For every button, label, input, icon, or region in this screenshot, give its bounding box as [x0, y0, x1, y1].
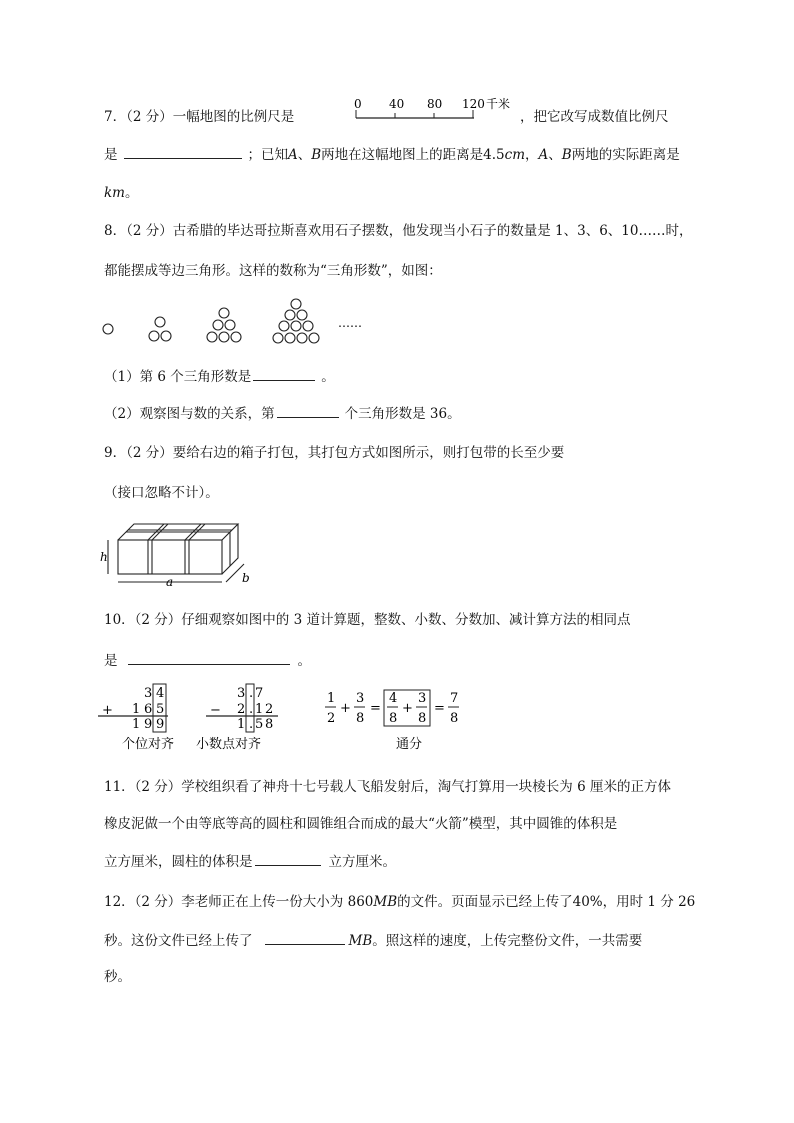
q7-point-a: A [288, 147, 298, 163]
q11-line1 [104, 777, 671, 797]
q7-answer-blank-1[interactable] [124, 144, 242, 159]
q10-line2-post: 。 [297, 653, 311, 669]
q7-line1-suffix [520, 107, 669, 127]
frac-eq-2: = [434, 701, 445, 716]
q7-line2-post: ；已知 [247, 147, 288, 163]
q12-mb: MB [373, 894, 398, 910]
q7-point-a-2: A [538, 147, 549, 163]
frac-plus-1: + [340, 701, 351, 716]
q11-line3 [104, 851, 396, 872]
q7-suffix: ，把它改写成数值比例尺 [520, 109, 669, 125]
q7-point-b-2: B [561, 147, 572, 163]
scale-label-0: 0 [354, 97, 362, 111]
stone [219, 332, 229, 342]
frac-b-num: 3 [356, 691, 365, 706]
q7-line1 [104, 107, 294, 127]
stone [279, 321, 289, 331]
add-r2-hund: 1 [132, 702, 141, 717]
caption-3: 通分 [396, 737, 423, 752]
q9-line1-text: 9．（2 分）要给右边的箱子打包，其打包方式如图所示，则打包带的长至少要 [104, 445, 565, 461]
sub-r3-dot: . [249, 717, 254, 732]
triangle-numbers-figure [98, 296, 378, 348]
add-r2-tens: 6 [144, 702, 153, 717]
add-r1-ones: 4 [156, 686, 165, 701]
sub-r1-dot: . [249, 686, 254, 701]
q7-end: 。 [124, 185, 139, 201]
frac-plus-2: + [402, 701, 413, 716]
stone [149, 331, 159, 341]
stone [225, 320, 235, 330]
q9-line2 [104, 483, 219, 503]
scale-label-40: 40 [389, 97, 405, 111]
q7-sep: 、 [297, 147, 312, 163]
frac-e-den: 8 [450, 711, 459, 726]
q7-dist: 4.5 [483, 147, 505, 163]
scale-bar [354, 96, 524, 122]
q7-sep-2: 、 [548, 147, 562, 163]
add-r3-hund: 1 [132, 717, 141, 732]
q10-line1-text: 10．（2 分）仔细观察如图中的 3 道计算题，整数、小数、分数加、减计算方法的相同点 [104, 612, 631, 628]
q9-line1 [104, 443, 564, 463]
stone [297, 310, 307, 320]
q11-line2-text: 橡皮泥做一个由等底等高的圆柱和圆锥组合而成的最大“火箭”模型，其中圆锥的体积是 [104, 816, 618, 832]
q9-line2-text: （接口忽略不计）。 [104, 485, 219, 501]
stone [155, 317, 165, 327]
q7-line2-tail: 两地的实际距离是 [571, 147, 680, 163]
frac-a-den: 2 [327, 711, 336, 726]
add-r3-ones: 9 [156, 717, 165, 732]
caption-1: 个位对齐 [122, 737, 175, 752]
q12-line3-text: 秒。 [104, 969, 131, 985]
stone [213, 320, 223, 330]
add-op: + [102, 703, 113, 718]
q12-line1 [104, 892, 695, 912]
q7-km: km [104, 185, 125, 201]
q8-line1 [104, 221, 692, 241]
label-b: b [242, 571, 250, 585]
q7-cm: cm [504, 147, 526, 163]
addition-calc [98, 684, 174, 752]
frac-e-num: 7 [450, 691, 459, 706]
stone [297, 333, 307, 343]
scale-label-80: 80 [427, 97, 443, 111]
q8-answer-blank-2[interactable] [277, 403, 339, 418]
sub-r3-d1: 5 [255, 717, 264, 732]
q8-sub2-post: 个三角形数是 36。 [344, 406, 461, 422]
stone [285, 310, 295, 320]
q7-line2 [104, 144, 680, 165]
q7-point-b: B [311, 147, 322, 163]
q8-sub1-post: 。 [321, 369, 335, 385]
q11-line2 [104, 814, 617, 834]
add-r3-tens: 9 [144, 717, 153, 732]
sub-r2-dot: . [249, 702, 254, 717]
q8-line2 [104, 261, 442, 281]
stone [161, 331, 171, 341]
add-r2-ones: 5 [156, 702, 165, 717]
q12-answer-blank[interactable] [265, 930, 345, 945]
q8-sub1-pre: （1）第 6 个三角形数是 [104, 369, 252, 385]
frac-b-den: 8 [356, 711, 365, 726]
q10-line2 [104, 650, 311, 671]
q12-line2-mb: MB [348, 933, 373, 949]
ellipsis: …… [338, 316, 362, 330]
q7-line2-text: 两地在这幅地图上的距离是 [321, 147, 484, 163]
fraction-calc [325, 690, 459, 752]
sub-r3-d2: 8 [265, 717, 274, 732]
q12-line3 [104, 967, 131, 987]
q11-line3-pre: 立方厘米，圆柱的体积是 [104, 854, 253, 870]
box-figure [98, 516, 288, 590]
q8-line1-text: 8．（2 分）古希腊的毕达哥拉斯喜欢用石子摆数，他发现当小石子的数量是 1、3、6、10……时， [104, 223, 693, 239]
q12-line1-pre: 12．（2 分）李老师正在上传一份大小为 860 [104, 894, 374, 910]
q7-comma: ， [525, 147, 539, 163]
q8-sub1 [104, 366, 335, 387]
q11-answer-blank[interactable] [255, 851, 321, 866]
q12-line1-post: 的文件。页面显示已经上传了40%，用时 1 分 26 [397, 894, 696, 910]
q12-line2-post: 。照这样的速度，上传完整份文件，一共需要 [372, 933, 643, 949]
calculations-figure [98, 682, 478, 752]
q8-answer-blank-1[interactable] [253, 366, 315, 381]
add-r1-tens: 3 [144, 686, 153, 701]
sub-r1-d1: 7 [255, 686, 264, 701]
frac-eq-1: = [370, 701, 381, 716]
sub-r2-d1: 1 [255, 702, 264, 717]
frac-c-den: 8 [389, 711, 398, 726]
q11-line3-post: 立方厘米。 [328, 854, 396, 870]
stone [103, 324, 113, 334]
scale-unit: 千米 [486, 97, 511, 111]
stone [273, 333, 283, 343]
q8-sub2 [104, 403, 461, 424]
q12-line2 [104, 930, 642, 951]
label-h: h [100, 550, 108, 564]
caption-2: 小数点对齐 [196, 737, 262, 752]
scale-label-120: 120 [462, 97, 485, 111]
sub-r2-int: 2 [237, 702, 246, 717]
sub-r2-d2: 2 [265, 702, 274, 717]
q12-line2-pre: 秒。这份文件已经上传了 [104, 933, 253, 949]
q7-line3 [104, 183, 138, 203]
frac-c-num: 4 [389, 691, 398, 706]
q11-line1-text: 11．（2 分）学校组织看了神舟十七号载人飞船发射后，淘气打算用一块棱长为 6 厘米的正方体 [104, 779, 671, 795]
stone [219, 308, 229, 318]
q10-answer-blank[interactable] [128, 650, 290, 665]
frac-d-den: 8 [418, 711, 427, 726]
stone [231, 332, 241, 342]
frac-d-num: 3 [418, 691, 427, 706]
subtraction-calc [196, 684, 278, 752]
sub-op: − [210, 703, 221, 718]
q8-sub2-pre: （2）观察图与数的关系，第 [104, 406, 275, 422]
stone [291, 321, 301, 331]
sub-r3-int: 1 [237, 717, 246, 732]
q8-line2-text: 都能摆成等边三角形。这样的数称为“三角形数”，如图： [104, 263, 442, 279]
label-a: a [166, 575, 174, 589]
stone [207, 332, 217, 342]
q7-line2-pre: 是 [104, 147, 118, 163]
sub-r1-int: 3 [237, 686, 246, 701]
stone [291, 299, 301, 309]
q10-line1 [104, 610, 630, 630]
stone [303, 321, 313, 331]
stone [309, 333, 319, 343]
box-front [118, 540, 222, 574]
frac-a-num: 1 [327, 691, 336, 706]
q7-prefix: 7．（2 分）一幅地图的比例尺是 [104, 109, 295, 125]
q10-line2-pre: 是 [104, 653, 118, 669]
stone [285, 333, 295, 343]
